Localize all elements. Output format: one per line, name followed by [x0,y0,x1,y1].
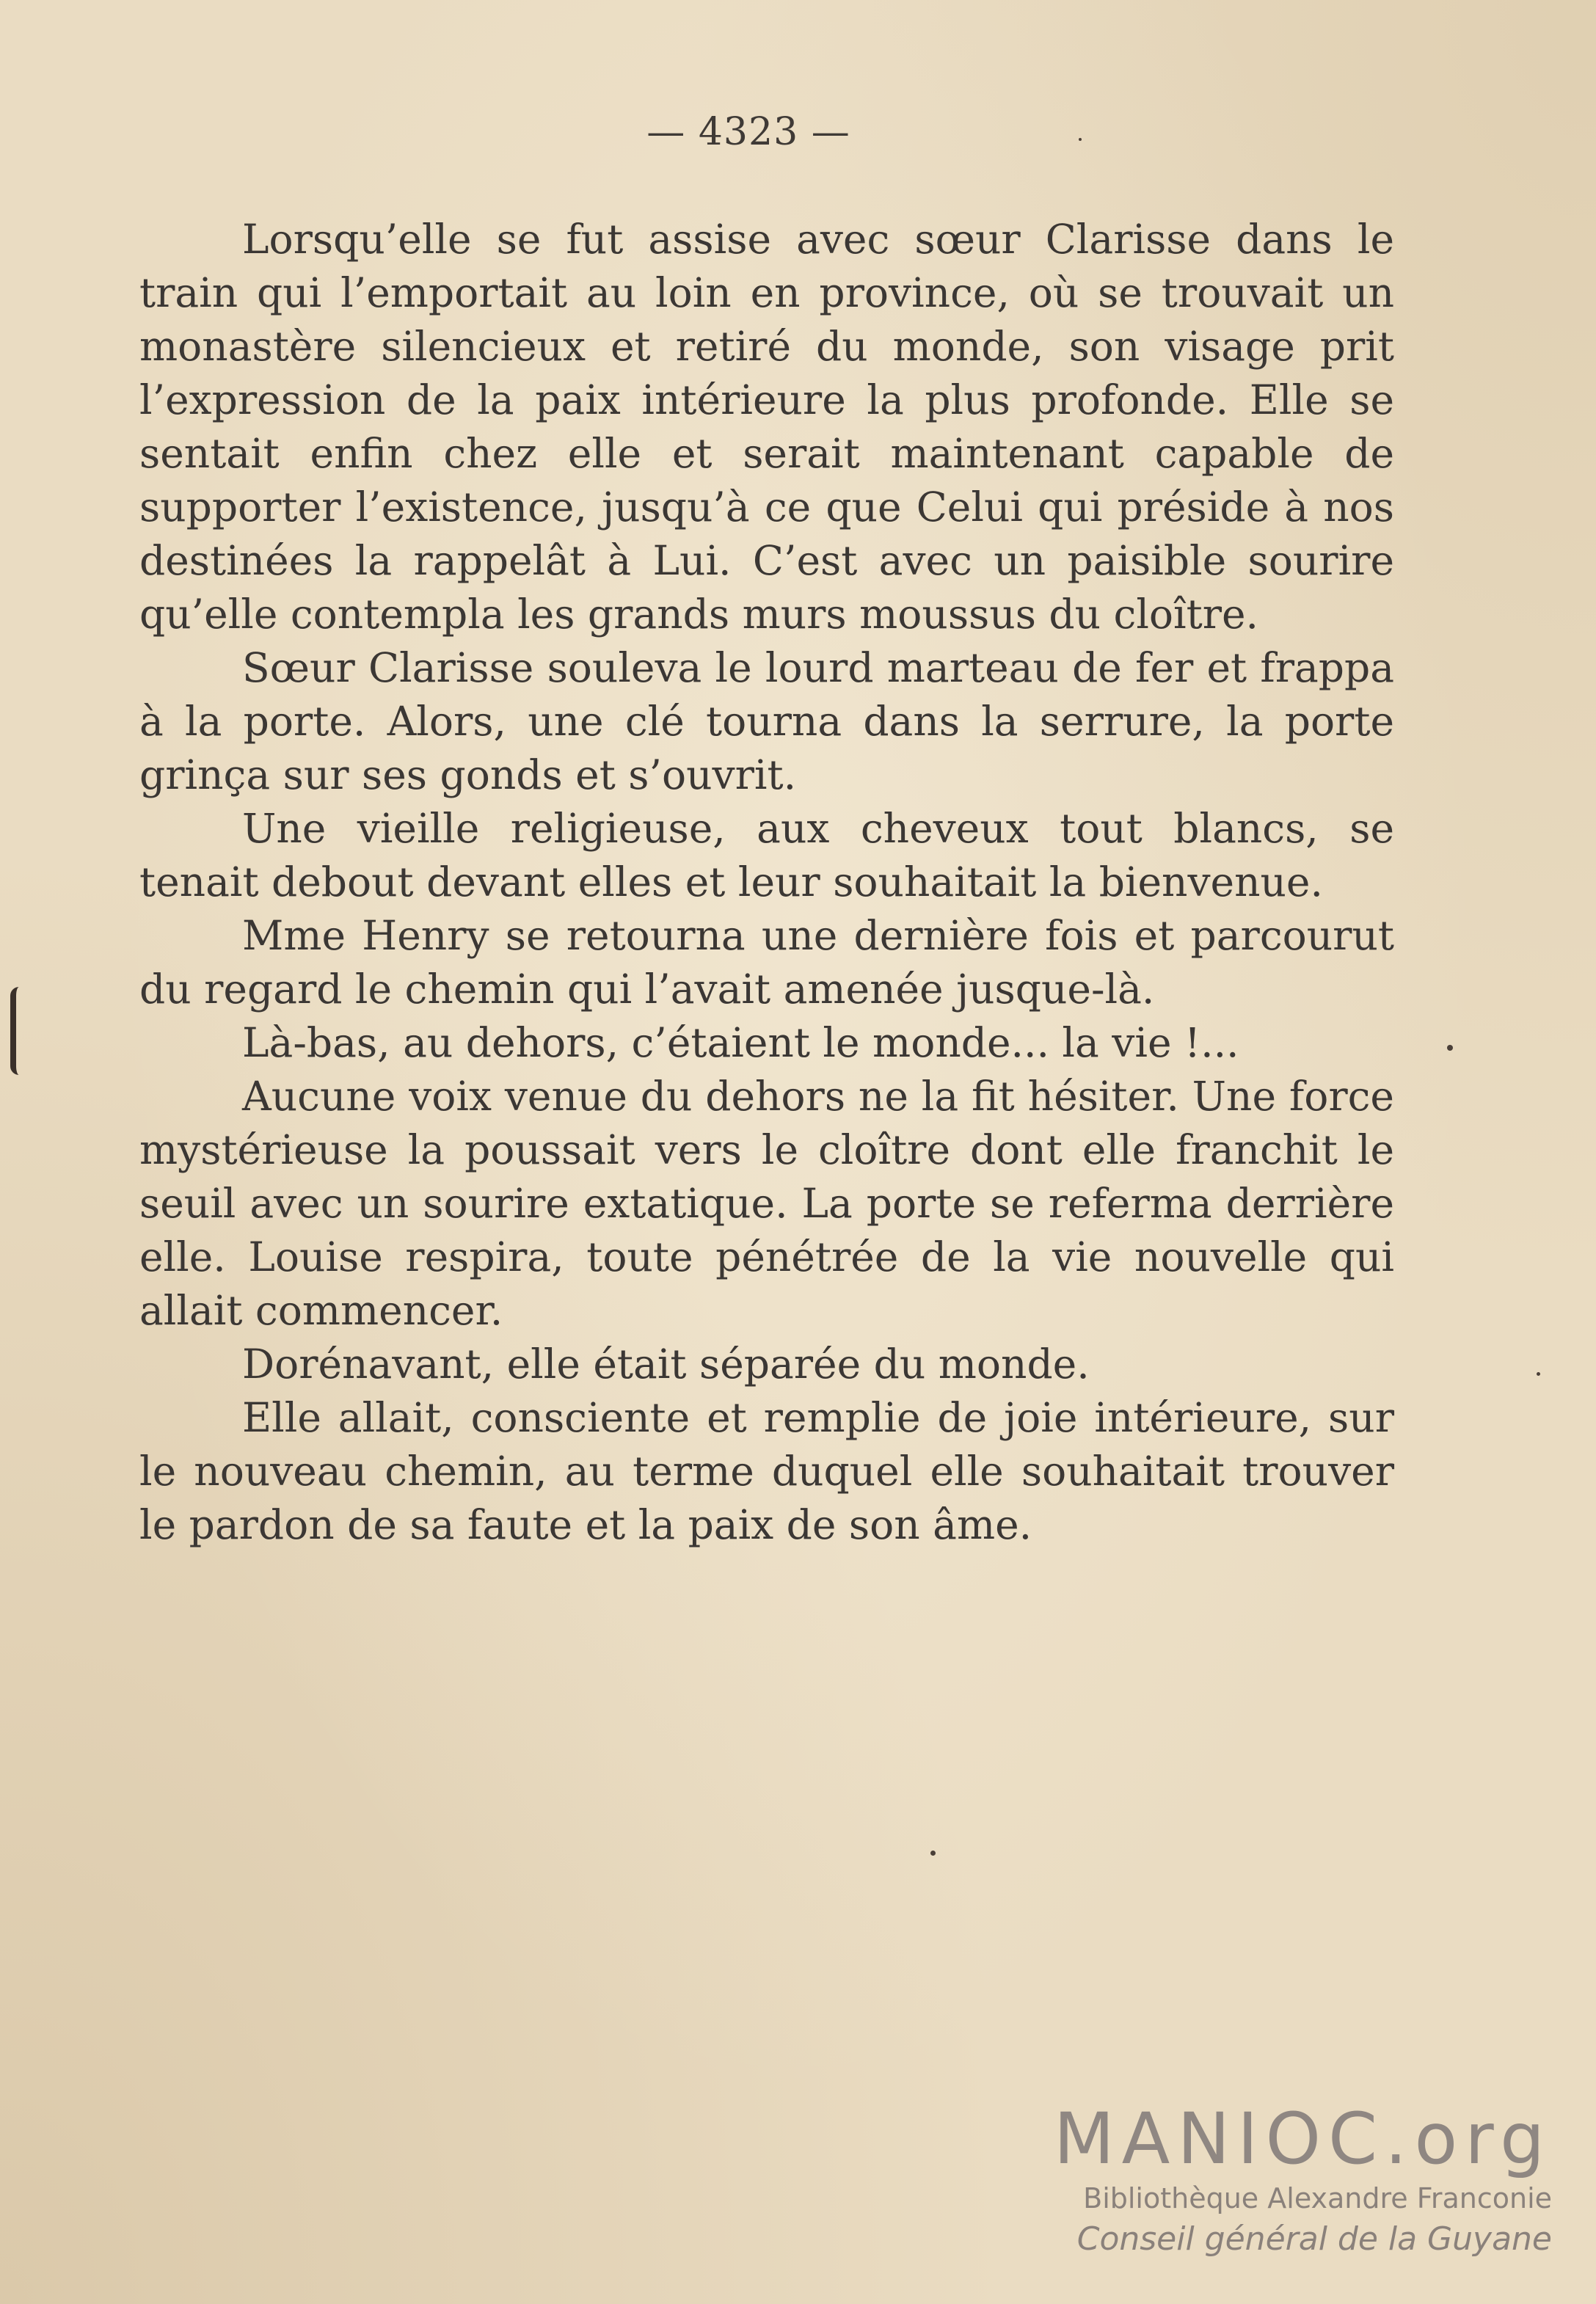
paragraph-3: Une vieille religieuse, aux cheveux tout blancs, se tenait debout devant elles et leur souhaitait la bienvenue. [139,805,1394,905]
paragraph-5: Là-bas, au dehors, c’étaient le monde... la vie !... [242,1019,1239,1066]
paragraph-2: Sœur Clarisse souleva le lourd marteau de fer et frappa à la porte. Alors, une clé tourna dans la serrure, la porte grinça sur ses gonds et s’ouvrit. [139,644,1394,798]
ink-speck [1537,1372,1540,1376]
page-number: — 4323 — [646,110,850,154]
ink-speck [930,1851,936,1856]
paragraph-8: Elle allait, consciente et remplie de joie intérieure, sur le nouveau chemin, au terme duquel elle souhaitait trouver le pardon de sa faute et la paix de son âme. [139,1394,1394,1548]
paragraph-6: Aucune voix venue du dehors ne la fit hésiter. Une force mystérieuse la poussait vers le cloître dont elle franchit le seuil avec un sourire extatique. La porte se referma derrière elle. Louise respira, toute pénétrée de la vie nouvelle qui allait commencer. [139,1073,1394,1334]
library-name: Bibliothèque Alexandre Franconie [1083,2182,1552,2214]
council-name: Conseil général de la Guyane [1076,2220,1552,2258]
body-text [139,213,1394,1552]
margin-bracket-mark [10,987,28,1075]
ink-speck [1079,138,1082,141]
manioc-logo: MANIOC.org [1053,2098,1552,2180]
ink-speck [1447,1045,1453,1051]
manioc-watermark [1024,2099,1552,2261]
paragraph-1: Lorsqu’elle se fut assise avec sœur Clarisse dans le train qui l’emportait au loin en province, où se trouvait un monastère silencieux et retiré du monde, son visage prit l’expression de la paix intérieure la plus profonde. Elle se sentait enfin chez elle et serait maintenant capable de supporter l’existence, jusqu’à ce que Celui qui préside à nos destinées la rappelât à Lui. C’est avec un paisible sourire qu’elle contempla les grands murs moussus du cloître. [139,216,1394,638]
paragraph-4: Mme Henry se retourna une dernière fois et parcourut du regard le chemin qui l’avait amenée jusque-là. [139,912,1394,1013]
paragraph-7: Dorénavant, elle était séparée du monde. [242,1341,1090,1388]
